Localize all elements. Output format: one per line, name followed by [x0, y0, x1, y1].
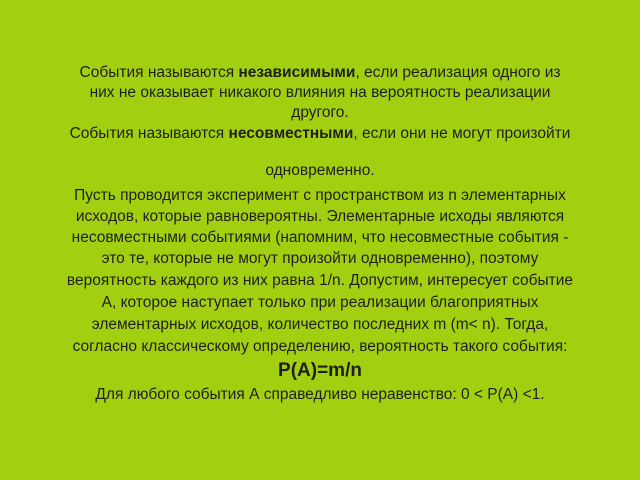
- definition-prefix: События называются: [69, 125, 229, 142]
- independent-definition-line-3: другого.: [291, 104, 349, 121]
- experiment-line: вероятность каждого из них равна 1/n. Допустим, интересует событие: [66, 272, 574, 289]
- independent-definition-line-2: них не оказывает никакого влияния на вероятность реализации: [89, 84, 551, 101]
- experiment-line: несовместными событиями (напомним, что несовместные события -: [71, 229, 569, 246]
- term-incompatible: несовместными: [228, 125, 354, 142]
- experiment-line: элементарных исходов, количество последних m (m< n). Тогда,: [91, 316, 549, 333]
- definition-suffix: , если реализация одного из: [355, 64, 561, 81]
- term-independent: независимыми: [238, 64, 356, 81]
- independent-definition-line-1: [0, 64, 640, 82]
- definition-suffix: , если они не могут произойти: [353, 125, 571, 142]
- probability-formula: P(A)=m/n: [278, 360, 362, 381]
- experiment-line: А, которое наступает только при реализации благоприятных: [101, 294, 539, 311]
- probability-inequality: Для любого события А справедливо неравенство: 0 < P(A) <1.: [95, 386, 545, 403]
- experiment-line: согласно классическому определению, вероятность такого события:: [72, 338, 568, 355]
- experiment-line: это те, которые не могут произойти одновременно), поэтому: [101, 250, 539, 267]
- experiment-line: Пусть проводится эксперимент с пространством из n элементарных: [74, 187, 566, 204]
- experiment-line: исходов, которые равновероятны. Элементарные исходы являются: [75, 208, 565, 225]
- incompatible-definition-line-2: одновременно.: [265, 162, 375, 179]
- definition-prefix: События называются: [79, 64, 239, 81]
- incompatible-definition-line-1: [0, 125, 640, 143]
